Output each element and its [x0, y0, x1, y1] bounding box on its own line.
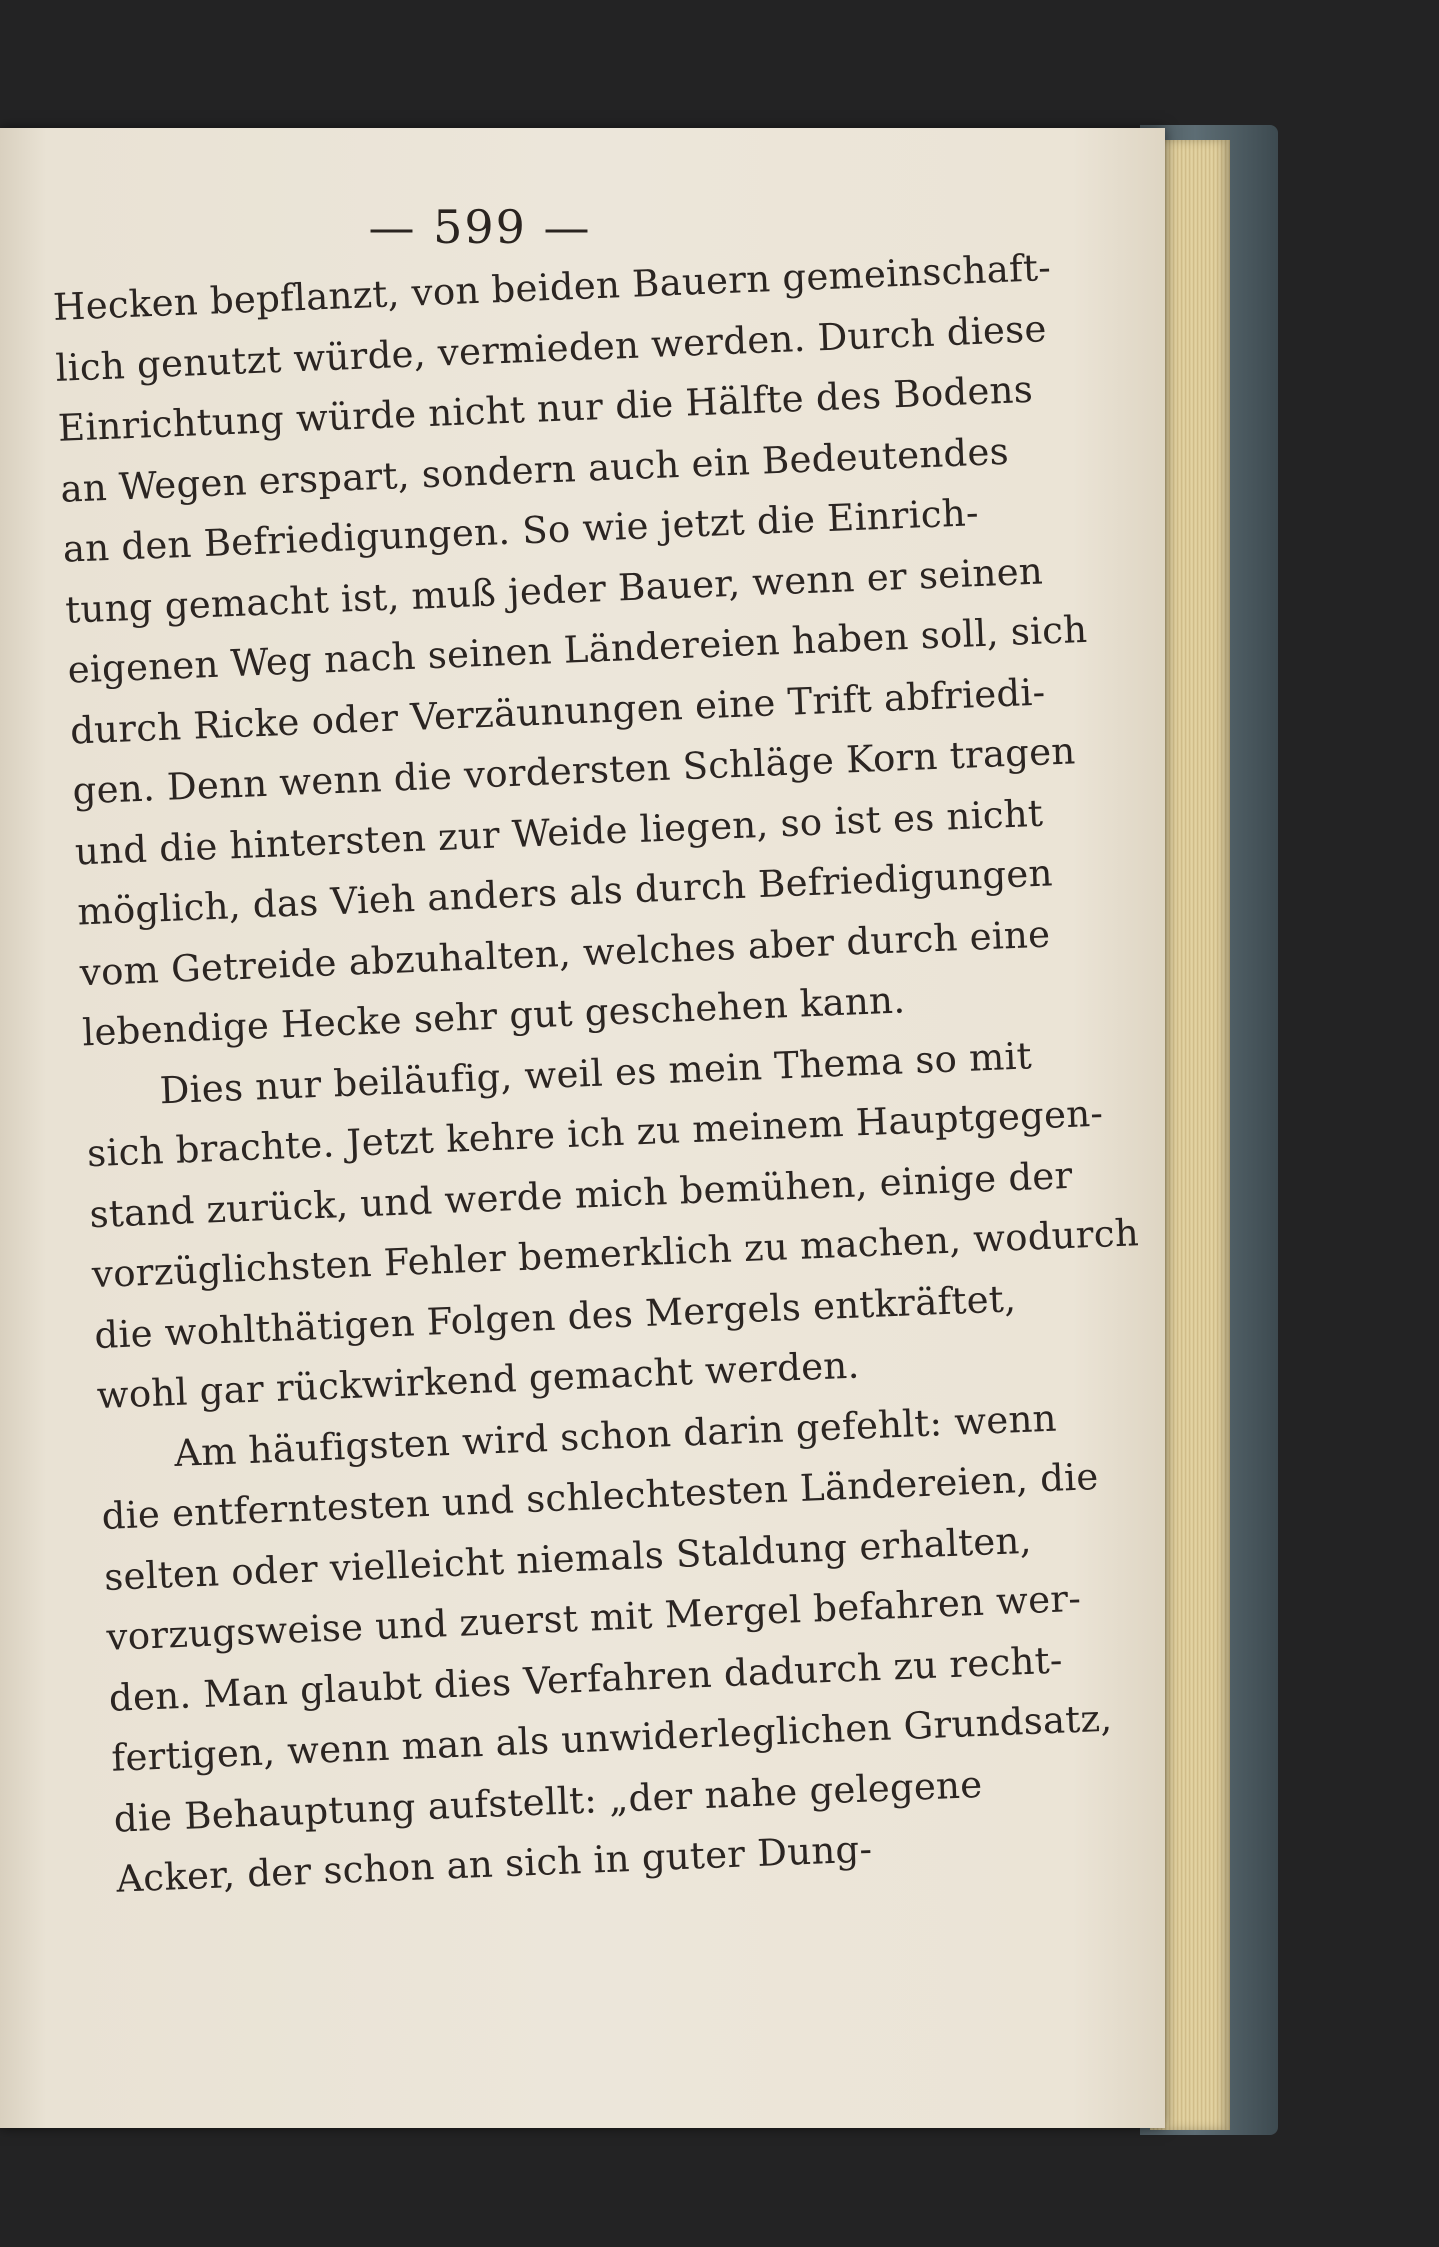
- text-line: Einrichtung würde nicht nur die Hälfte des Bodens: [57, 367, 1034, 450]
- text-line: gen. Denn wenn die vordersten Schläge Korn tragen: [71, 729, 1077, 813]
- text-line: Acker, der schon an sich in guter Dung-: [115, 1827, 874, 1901]
- text-line: den. Man glaubt dies Verfahren dadurch zu recht-: [108, 1638, 1064, 1720]
- page-number: — 599 —: [368, 200, 592, 254]
- body-text: [52, 241, 1140, 1910]
- text-line: selten oder vielleicht niemals Staldung erhalten,: [103, 1518, 1033, 1599]
- text-line: fertigen, wenn man als unwiderleglichen Grundsatz,: [110, 1696, 1114, 1780]
- text-line: durch Ricke oder Verzäunungen eine Trift abfriedi-: [69, 669, 1047, 753]
- text-line: wohl gar rückwirkend gemacht werden.: [96, 1343, 861, 1418]
- text-line: sich brachte. Jetzt kehre ich zu meinem Hauptgegen-: [86, 1091, 1104, 1176]
- text-line: vorzüglichsten Fehler bemerklich zu machen, wodurch: [91, 1211, 1140, 1297]
- text-line: und die hintersten zur Weide liegen, so ist es nicht: [74, 791, 1044, 874]
- text-line: lebendige Hecke sehr gut geschehen kann.: [81, 978, 907, 1055]
- text-line: an Wegen erspart, sondern auch ein Bedeutendes: [59, 429, 1010, 511]
- text-line: möglich, das Vieh anders als durch Befriedigungen: [76, 851, 1054, 934]
- text-line: vom Getreide abzuhalten, welches aber durch eine: [79, 911, 1052, 994]
- book-page: [0, 128, 1165, 2128]
- text-line: eigenen Weg nach seinen Ländereien haben soll, sich: [66, 607, 1089, 692]
- paragraph-start-line: Am häufigsten wird schon darin gefehlt: wenn: [173, 1396, 1058, 1475]
- text-line: die wohlthätigen Folgen des Mergels entkräftet,: [93, 1276, 1017, 1357]
- text-line: Hecken bepflanzt, von beiden Bauern gemeinschaft-: [52, 245, 1052, 329]
- text-line: tung gemacht ist, muß jeder Bauer, wenn er seinen: [64, 548, 1044, 632]
- text-line: an den Befriedigungen. So wie jetzt die Einrich-: [62, 491, 980, 571]
- text-line: vorzugsweise und zuerst mit Mergel befahren wer-: [105, 1576, 1082, 1659]
- text-line: stand zurück, und werde mich bemühen, einige der: [88, 1153, 1074, 1236]
- paragraph-start-line: Dies nur beiläufig, weil es mein Thema so mit: [158, 1033, 1033, 1112]
- text-line: lich genutzt würde, vermieden werden. Durch diese: [54, 306, 1048, 390]
- text-line: die entferntesten und schlechtesten Ländereien, die: [100, 1454, 1100, 1538]
- text-line: die Behauptung aufstellt: „der nahe gelegene: [113, 1762, 984, 1841]
